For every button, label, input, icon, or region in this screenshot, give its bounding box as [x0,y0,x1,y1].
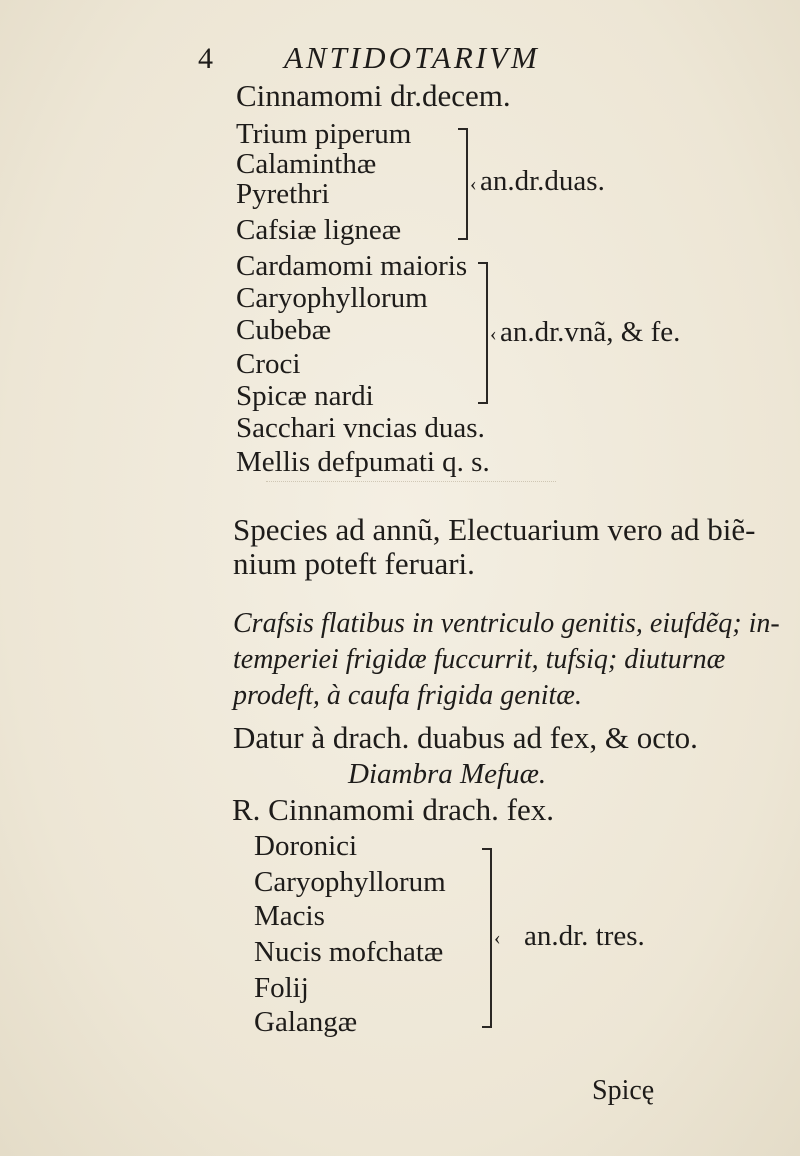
ingredient: Cardamomi maioris [236,250,468,282]
note-line: nium poteft feruari. [233,546,475,581]
brace [482,848,492,1028]
catchword: Spicę [592,1075,655,1106]
shared-dose: an.dr. tres. [524,920,645,952]
brace-tip: ‹ [470,173,477,195]
brace-tip: ‹ [490,323,497,345]
ingredient: Spicæ nardi [236,380,374,412]
page-number: 4 [198,42,213,75]
recipe2-first-line: R. Cinnamomi drach. fex. [232,792,554,827]
indication-line: Crafsis flatibus in ventriculo genitis, eiufdẽq; in- [233,608,780,639]
brace [458,128,468,240]
indication-line: temperiei frigidæ fuccurrit, tufsiq; diuturnæ [233,644,726,675]
ingredient: Trium piperum [236,118,412,150]
ingredient: Sacchari vncias duas. [236,412,485,444]
brace-tip: ‹ [494,927,501,949]
brace [478,262,488,404]
recipe2-title: Diambra Mefuæ. [348,758,547,790]
ingredient: Doronici [254,830,358,862]
note-line: Species ad annũ, Electuarium vero ad biẽ- [233,512,756,547]
ingredient: Galangæ [254,1006,358,1038]
ingredient: Nucis mofchatæ [254,936,444,968]
ingredient: Folij [254,972,309,1004]
ingredient: Mellis defpumati q. s. [236,446,490,478]
ingredient: Cafsiæ ligneæ [236,214,402,246]
ingredient: Croci [236,348,301,380]
ingredient: Macis [254,900,325,932]
shared-dose: an.dr.vnã, & fe. [500,316,681,348]
shared-dose: an.dr.duas. [480,165,605,197]
ingredient: Calaminthæ [236,148,377,180]
ingredient: Pyrethri [236,178,330,210]
running-head: ANTIDOTARIVM [284,40,540,75]
ornament-divider [266,481,556,496]
recipe1-first-line: Cinnamomi dr.decem. [236,78,511,113]
indication-line: prodeft, à caufa frigida genitæ. [233,680,582,711]
ingredient: Cubebæ [236,314,332,346]
dosage-line: Datur à drach. duabus ad fex, & octo. [233,720,698,755]
ingredient: Caryophyllorum [254,866,446,898]
ingredient: Caryophyllorum [236,282,428,314]
